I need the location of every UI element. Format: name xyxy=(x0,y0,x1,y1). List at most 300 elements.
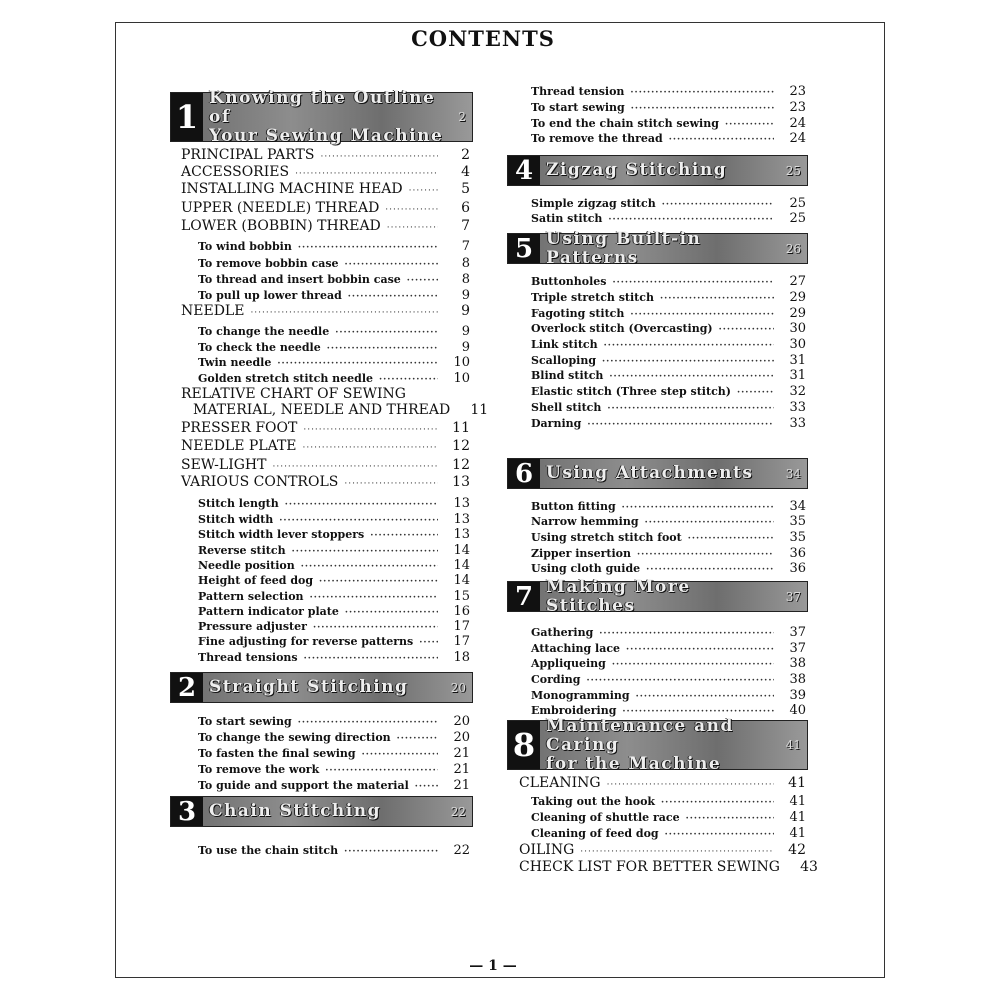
dot-leader xyxy=(725,120,774,130)
dot-leader xyxy=(272,462,438,472)
toc-entry[interactable] xyxy=(198,256,470,271)
toc-entry[interactable] xyxy=(531,353,806,368)
toc-entry[interactable] xyxy=(531,794,806,809)
toc-entry-page: 7 xyxy=(461,218,470,234)
toc-entry-page: 30 xyxy=(789,337,806,352)
toc-entry-page: 38 xyxy=(789,672,806,687)
toc-entry-page: 17 xyxy=(453,619,470,634)
toc-entry-title: SEW-LIGHT xyxy=(181,457,267,473)
dot-leader xyxy=(397,734,438,744)
toc-entry-page: 13 xyxy=(453,527,470,542)
toc-entry[interactable] xyxy=(181,181,470,197)
toc-entry[interactable] xyxy=(198,371,470,386)
section-page: 41 xyxy=(785,738,801,752)
toc-entry-page: 27 xyxy=(789,274,806,289)
toc-entry-title: To end the chain stitch sewing xyxy=(531,117,719,130)
toc-entry-page: 13 xyxy=(453,496,470,511)
toc-entry-title: UPPER (NEEDLE) THREAD xyxy=(181,200,380,216)
toc-entry[interactable] xyxy=(531,514,806,529)
dot-leader xyxy=(661,798,774,808)
section-number: 3 xyxy=(171,797,203,826)
toc-entry-page: 4 xyxy=(461,164,470,180)
toc-entry[interactable] xyxy=(198,778,470,793)
toc-entry-page: 22 xyxy=(453,843,470,858)
dot-leader xyxy=(348,292,438,302)
toc-entry-title: Triple stretch stitch xyxy=(531,291,654,304)
toc-entry[interactable] xyxy=(181,474,470,490)
dot-leader xyxy=(345,608,438,618)
dot-leader xyxy=(370,531,438,541)
toc-entry-page: 29 xyxy=(789,290,806,305)
toc-entry[interactable] xyxy=(531,546,806,561)
toc-entry-title: Stitch width xyxy=(198,513,274,526)
toc-entry-page: 11 xyxy=(470,402,489,418)
toc-entry-title: Gathering xyxy=(531,626,594,639)
toc-entry[interactable] xyxy=(531,400,806,415)
toc-entry-title: ACCESSORIES xyxy=(181,164,290,180)
toc-entry[interactable] xyxy=(198,272,470,287)
dot-leader xyxy=(409,186,438,196)
dot-leader xyxy=(344,847,438,857)
toc-entry[interactable] xyxy=(519,859,818,875)
toc-entry-title: Button fitting xyxy=(531,500,616,513)
toc-entry-title: Embroidering xyxy=(531,704,617,717)
toc-entry-title: Cording xyxy=(531,673,581,686)
toc-entry[interactable] xyxy=(531,672,806,687)
toc-entry-title: Using cloth guide xyxy=(531,562,641,575)
dot-leader xyxy=(607,780,774,790)
section-number: 2 xyxy=(171,673,203,702)
toc-entry-title: Fine adjusting for reverse patterns xyxy=(198,635,414,648)
toc-entry-title: To fasten the final sewing xyxy=(198,747,356,760)
section-number: 5 xyxy=(508,234,540,263)
toc-entry[interactable] xyxy=(531,656,806,671)
dot-leader xyxy=(407,276,438,286)
dot-leader xyxy=(662,200,774,210)
section-page: 2 xyxy=(458,110,466,124)
dot-leader xyxy=(608,215,774,225)
toc-entry-page: 36 xyxy=(789,561,806,576)
toc-entry-page: 25 xyxy=(789,211,806,226)
section-title xyxy=(540,459,786,488)
toc-entry-title: Pattern selection xyxy=(198,590,304,603)
toc-entry[interactable] xyxy=(531,499,806,514)
dot-leader xyxy=(626,645,774,655)
section-page: 37 xyxy=(785,589,801,604)
toc-entry[interactable] xyxy=(198,619,470,634)
toc-entry-line: RELATIVE CHART OF SEWING xyxy=(181,386,406,402)
toc-entry-page: 14 xyxy=(453,573,470,588)
toc-entry-page: 38 xyxy=(789,656,806,671)
toc-entry[interactable] xyxy=(198,634,470,649)
dot-leader xyxy=(313,623,438,633)
toc-entry[interactable] xyxy=(181,438,470,454)
dot-leader xyxy=(335,328,438,338)
toc-entry-title: Darning xyxy=(531,417,582,430)
dot-leader xyxy=(310,593,438,603)
dot-leader xyxy=(646,565,774,575)
toc-entry-page: 7 xyxy=(461,239,470,254)
toc-entry[interactable] xyxy=(531,196,806,211)
dot-leader xyxy=(279,516,438,526)
toc-entry[interactable] xyxy=(198,512,470,527)
toc-entry-page: 20 xyxy=(453,730,470,745)
toc-entry[interactable] xyxy=(531,84,806,99)
dot-leader xyxy=(415,782,438,792)
toc-entry[interactable] xyxy=(198,355,470,370)
section-title xyxy=(540,576,786,616)
toc-entry-title: Needle position xyxy=(198,559,295,572)
toc-entry-page: 41 xyxy=(789,826,806,841)
dot-leader xyxy=(586,676,774,686)
section-header-4 xyxy=(507,155,808,186)
section-title-line: Straight Stitching xyxy=(209,677,409,697)
dot-leader xyxy=(613,278,775,288)
page-title: CONTENTS xyxy=(411,26,555,51)
toc-entry-title: Stitch length xyxy=(198,497,279,510)
toc-entry-title: Zipper insertion xyxy=(531,547,631,560)
toc-entry-page: 17 xyxy=(453,634,470,649)
toc-entry-title: To start sewing xyxy=(198,715,292,728)
toc-entry-page: 29 xyxy=(789,306,806,321)
toc-entry[interactable] xyxy=(198,239,470,254)
toc-entry[interactable] xyxy=(531,810,806,825)
toc-entry-title: To check the needle xyxy=(198,341,321,354)
toc-entry-title: Fagoting stitch xyxy=(531,307,625,320)
toc-entry[interactable] xyxy=(181,303,470,319)
section-title-line: Your Sewing Machine xyxy=(209,125,444,146)
section-number: 4 xyxy=(508,156,540,185)
section-title xyxy=(203,797,451,826)
section-page: 25 xyxy=(785,163,801,178)
toc-entry-page: 9 xyxy=(461,324,470,339)
toc-entry-page: 31 xyxy=(789,368,806,383)
toc-entry-page: 43 xyxy=(800,859,818,875)
dot-leader xyxy=(602,357,774,367)
toc-entry[interactable] xyxy=(198,843,470,858)
toc-entry[interactable] xyxy=(531,211,806,226)
section-page: 26 xyxy=(785,241,801,256)
toc-entry-page: 11 xyxy=(452,420,470,436)
toc-entry-page: 21 xyxy=(453,746,470,761)
toc-entry-page: 8 xyxy=(461,272,470,287)
toc-entry-page: 39 xyxy=(789,688,806,703)
toc-entry-page: 18 xyxy=(453,650,470,665)
toc-entry-title: Height of feed dog xyxy=(198,574,314,587)
toc-entry-page: 10 xyxy=(453,355,470,370)
toc-entry-page: 13 xyxy=(452,474,470,490)
dot-leader xyxy=(660,294,774,304)
toc-entry-title: Twin needle xyxy=(198,356,272,369)
toc-entry[interactable] xyxy=(531,368,806,383)
toc-entry-title: Cleaning of feed dog xyxy=(531,827,659,840)
toc-entry-title: Scalloping xyxy=(531,354,597,367)
dot-leader xyxy=(604,341,774,351)
toc-entry[interactable] xyxy=(181,147,470,163)
dot-leader xyxy=(345,260,438,270)
section-header-2 xyxy=(170,672,473,703)
section-title xyxy=(540,715,786,774)
toc-entry-title: INSTALLING MACHINE HEAD xyxy=(181,181,403,197)
toc-entry-title: To change the needle xyxy=(198,325,330,338)
dot-leader xyxy=(665,830,774,840)
dot-leader xyxy=(630,310,774,320)
toc-entry-title: CLEANING xyxy=(519,775,601,791)
dot-leader xyxy=(344,479,438,489)
toc-entry[interactable] xyxy=(198,730,470,745)
toc-entry-title: Elastic stitch (Three step stitch) xyxy=(531,385,731,398)
section-title-line: Using Attachments xyxy=(546,463,754,483)
toc-entry-page: 2 xyxy=(461,147,470,163)
toc-entry-page: 9 xyxy=(461,303,470,319)
dot-leader xyxy=(607,404,774,414)
toc-entry-page: 16 xyxy=(453,604,470,619)
section-header-3 xyxy=(170,796,473,827)
section-title-line: Maintenance and Caring xyxy=(546,715,734,755)
toc-entry[interactable] xyxy=(531,641,806,656)
toc-entry-page: 33 xyxy=(789,416,806,431)
toc-entry-page: 40 xyxy=(789,703,806,718)
dot-leader xyxy=(612,660,774,670)
toc-entry[interactable] xyxy=(198,527,470,542)
section-number: 1 xyxy=(171,93,203,141)
toc-entry[interactable] xyxy=(198,324,470,339)
toc-entry[interactable] xyxy=(531,530,806,545)
toc-entry[interactable] xyxy=(531,826,806,841)
section-title-line: Using Built-in Patterns xyxy=(546,228,702,268)
dot-leader xyxy=(327,344,438,354)
dot-leader xyxy=(303,425,438,435)
dot-leader xyxy=(637,550,774,560)
toc-entry-title: LOWER (BOBBIN) THREAD xyxy=(181,218,381,234)
toc-entry-title: To thread and insert bobbin case xyxy=(198,273,401,286)
toc-entry-title: PRESSER FOOT xyxy=(181,420,298,436)
section-number: 6 xyxy=(508,459,540,488)
toc-entry-title: Simple zigzag stitch xyxy=(531,197,656,210)
section-number: 7 xyxy=(508,582,540,611)
dot-leader xyxy=(319,577,438,587)
toc-entry[interactable] xyxy=(531,274,806,289)
toc-entry[interactable] xyxy=(531,290,806,305)
dot-leader xyxy=(630,88,774,98)
section-page: 20 xyxy=(450,680,466,695)
dot-leader xyxy=(298,243,438,253)
toc-entry[interactable] xyxy=(198,496,470,511)
dot-leader xyxy=(387,223,438,233)
toc-entry[interactable] xyxy=(198,543,470,558)
dot-leader xyxy=(295,169,438,179)
dot-leader xyxy=(304,654,438,664)
dot-leader xyxy=(419,638,438,648)
toc-entry-title: To guide and support the material xyxy=(198,779,409,792)
toc-entry-title: To wind bobbin xyxy=(198,240,292,253)
section-header-6 xyxy=(507,458,808,489)
toc-entry[interactable] xyxy=(531,131,806,146)
toc-entry[interactable] xyxy=(531,688,806,703)
dot-leader xyxy=(609,372,774,382)
toc-entry-title: Taking out the hook xyxy=(531,795,656,808)
dot-leader xyxy=(669,135,774,145)
toc-entry-title: Narrow hemming xyxy=(531,515,639,528)
dot-leader xyxy=(686,814,774,824)
toc-entry-title: Attaching lace xyxy=(531,642,621,655)
toc-entry-page: 24 xyxy=(789,131,806,146)
toc-entry[interactable] xyxy=(519,775,806,791)
toc-entry-page: 20 xyxy=(453,714,470,729)
dot-leader xyxy=(385,205,438,215)
toc-entry-title: Using stretch stitch foot xyxy=(531,531,682,544)
toc-entry-title: PRINCIPAL PARTS xyxy=(181,147,315,163)
toc-entry[interactable] xyxy=(198,558,470,573)
toc-entry-page: 31 xyxy=(789,353,806,368)
toc-entry[interactable] xyxy=(198,573,470,588)
toc-entry-title: Reverse stitch xyxy=(198,544,286,557)
dot-leader xyxy=(250,308,438,318)
toc-entry-title: VARIOUS CONTROLS xyxy=(181,474,339,490)
toc-entry[interactable] xyxy=(519,842,806,858)
dot-leader xyxy=(599,629,774,639)
dot-leader xyxy=(688,534,774,544)
toc-entry-page: 34 xyxy=(789,499,806,514)
dot-leader xyxy=(292,547,438,557)
toc-entry[interactable] xyxy=(198,604,470,619)
toc-entry[interactable] xyxy=(181,420,470,436)
toc-entry[interactable] xyxy=(181,200,470,216)
toc-entry[interactable] xyxy=(531,100,806,115)
section-title xyxy=(203,673,451,702)
toc-entry[interactable] xyxy=(531,306,806,321)
toc-entry[interactable] xyxy=(198,650,470,665)
toc-entry[interactable] xyxy=(531,321,806,336)
dot-leader xyxy=(631,104,774,114)
toc-entry[interactable] xyxy=(198,340,470,355)
toc-entry-title: NEEDLE PLATE xyxy=(181,438,297,454)
toc-entry-page: 21 xyxy=(453,778,470,793)
section-number: 8 xyxy=(508,721,540,769)
toc-entry[interactable] xyxy=(181,164,470,180)
dot-leader xyxy=(301,562,438,572)
toc-entry-title: Link stitch xyxy=(531,338,598,351)
toc-entry-page: 14 xyxy=(453,558,470,573)
toc-entry-page: 5 xyxy=(461,181,470,197)
page-number: — 1 — xyxy=(469,958,517,974)
toc-entry-page: 33 xyxy=(789,400,806,415)
toc-entry[interactable] xyxy=(198,589,470,604)
toc-entry-title: Shell stitch xyxy=(531,401,602,414)
dot-leader xyxy=(285,500,438,510)
toc-entry-page: 24 xyxy=(789,116,806,131)
toc-entry[interactable] xyxy=(531,337,806,352)
dot-leader xyxy=(379,375,438,385)
section-header-1 xyxy=(170,87,473,146)
toc-entry[interactable] xyxy=(198,746,470,761)
section-title-line: Knowing the Outline of xyxy=(209,87,436,127)
toc-entry-title: Pattern indicator plate xyxy=(198,605,339,618)
section-header-8 xyxy=(507,715,808,774)
toc-entry-title: CHECK LIST FOR BETTER SEWING xyxy=(519,859,780,875)
toc-entry-page: 41 xyxy=(788,775,806,791)
toc-entry-title: Thread tensions xyxy=(198,651,298,664)
section-title-line: for the Machine xyxy=(546,753,722,774)
section-header-7 xyxy=(507,576,808,616)
dot-leader xyxy=(622,503,774,513)
toc-entry[interactable] xyxy=(531,116,806,131)
toc-entry-page: 12 xyxy=(452,457,470,473)
toc-entry-title: To pull up lower thread xyxy=(198,289,342,302)
toc-entry[interactable] xyxy=(193,402,489,418)
toc-entry-title: Buttonholes xyxy=(531,275,607,288)
toc-entry-title: Satin stitch xyxy=(531,212,603,225)
dot-leader xyxy=(325,766,438,776)
toc-entry-title: To remove bobbin case xyxy=(198,257,339,270)
toc-entry-title: Blind stitch xyxy=(531,369,604,382)
toc-entry-title: Thread tension xyxy=(531,85,625,98)
dot-leader xyxy=(719,325,774,335)
toc-entry-title: Monogramming xyxy=(531,689,630,702)
dot-leader xyxy=(320,152,438,162)
toc-entry[interactable] xyxy=(531,561,806,576)
toc-entry[interactable] xyxy=(531,384,806,399)
toc-entry[interactable] xyxy=(181,457,470,473)
toc-entry[interactable] xyxy=(198,714,470,729)
toc-entry-title: Overlock stitch (Overcasting) xyxy=(531,322,713,335)
toc-entry-title: To change the sewing direction xyxy=(198,731,391,744)
toc-entry-page: 30 xyxy=(789,321,806,336)
toc-entry[interactable] xyxy=(531,625,806,640)
toc-entry-title: MATERIAL, NEEDLE AND THREAD xyxy=(193,402,451,418)
toc-entry-page: 14 xyxy=(453,543,470,558)
dot-leader xyxy=(303,443,439,453)
dot-leader xyxy=(580,847,774,857)
dot-leader xyxy=(277,359,438,369)
toc-entry-page: 35 xyxy=(789,514,806,529)
section-title-line: Making More Stitches xyxy=(546,576,691,616)
toc-entry-page: 9 xyxy=(461,340,470,355)
dot-leader xyxy=(737,388,774,398)
section-title-line: Chain Stitching xyxy=(209,801,381,821)
toc-entry-page: 13 xyxy=(453,512,470,527)
toc-entry-page: 23 xyxy=(789,84,806,99)
toc-entry[interactable] xyxy=(531,416,806,431)
section-page: 22 xyxy=(450,804,466,819)
toc-entry-title: Appliqueing xyxy=(531,657,606,670)
toc-entry[interactable] xyxy=(181,218,470,234)
dot-leader xyxy=(362,750,438,760)
toc-entry-page: 8 xyxy=(461,256,470,271)
section-header-5 xyxy=(507,228,808,268)
toc-entry-title: To use the chain stitch xyxy=(198,844,339,857)
dot-leader xyxy=(587,420,774,430)
toc-entry-page: 41 xyxy=(789,810,806,825)
section-title xyxy=(540,156,786,185)
toc-entry-page: 21 xyxy=(453,762,470,777)
toc-entry-page: 9 xyxy=(461,288,470,303)
toc-entry-page: 41 xyxy=(789,794,806,809)
toc-entry-page: 37 xyxy=(789,625,806,640)
toc-entry-page: 42 xyxy=(788,842,806,858)
toc-entry-title: To remove the work xyxy=(198,763,320,776)
toc-entry-page: 6 xyxy=(461,200,470,216)
toc-entry[interactable] xyxy=(198,288,470,303)
toc-entry-page: 32 xyxy=(789,384,806,399)
toc-entry-page: 23 xyxy=(789,100,806,115)
toc-entry-title: To remove the thread xyxy=(531,132,663,145)
toc-entry-title: Cleaning of shuttle race xyxy=(531,811,680,824)
toc-entry[interactable] xyxy=(198,762,470,777)
toc-entry-page: 37 xyxy=(789,641,806,656)
dot-leader xyxy=(636,692,774,702)
section-page: 34 xyxy=(785,466,801,481)
